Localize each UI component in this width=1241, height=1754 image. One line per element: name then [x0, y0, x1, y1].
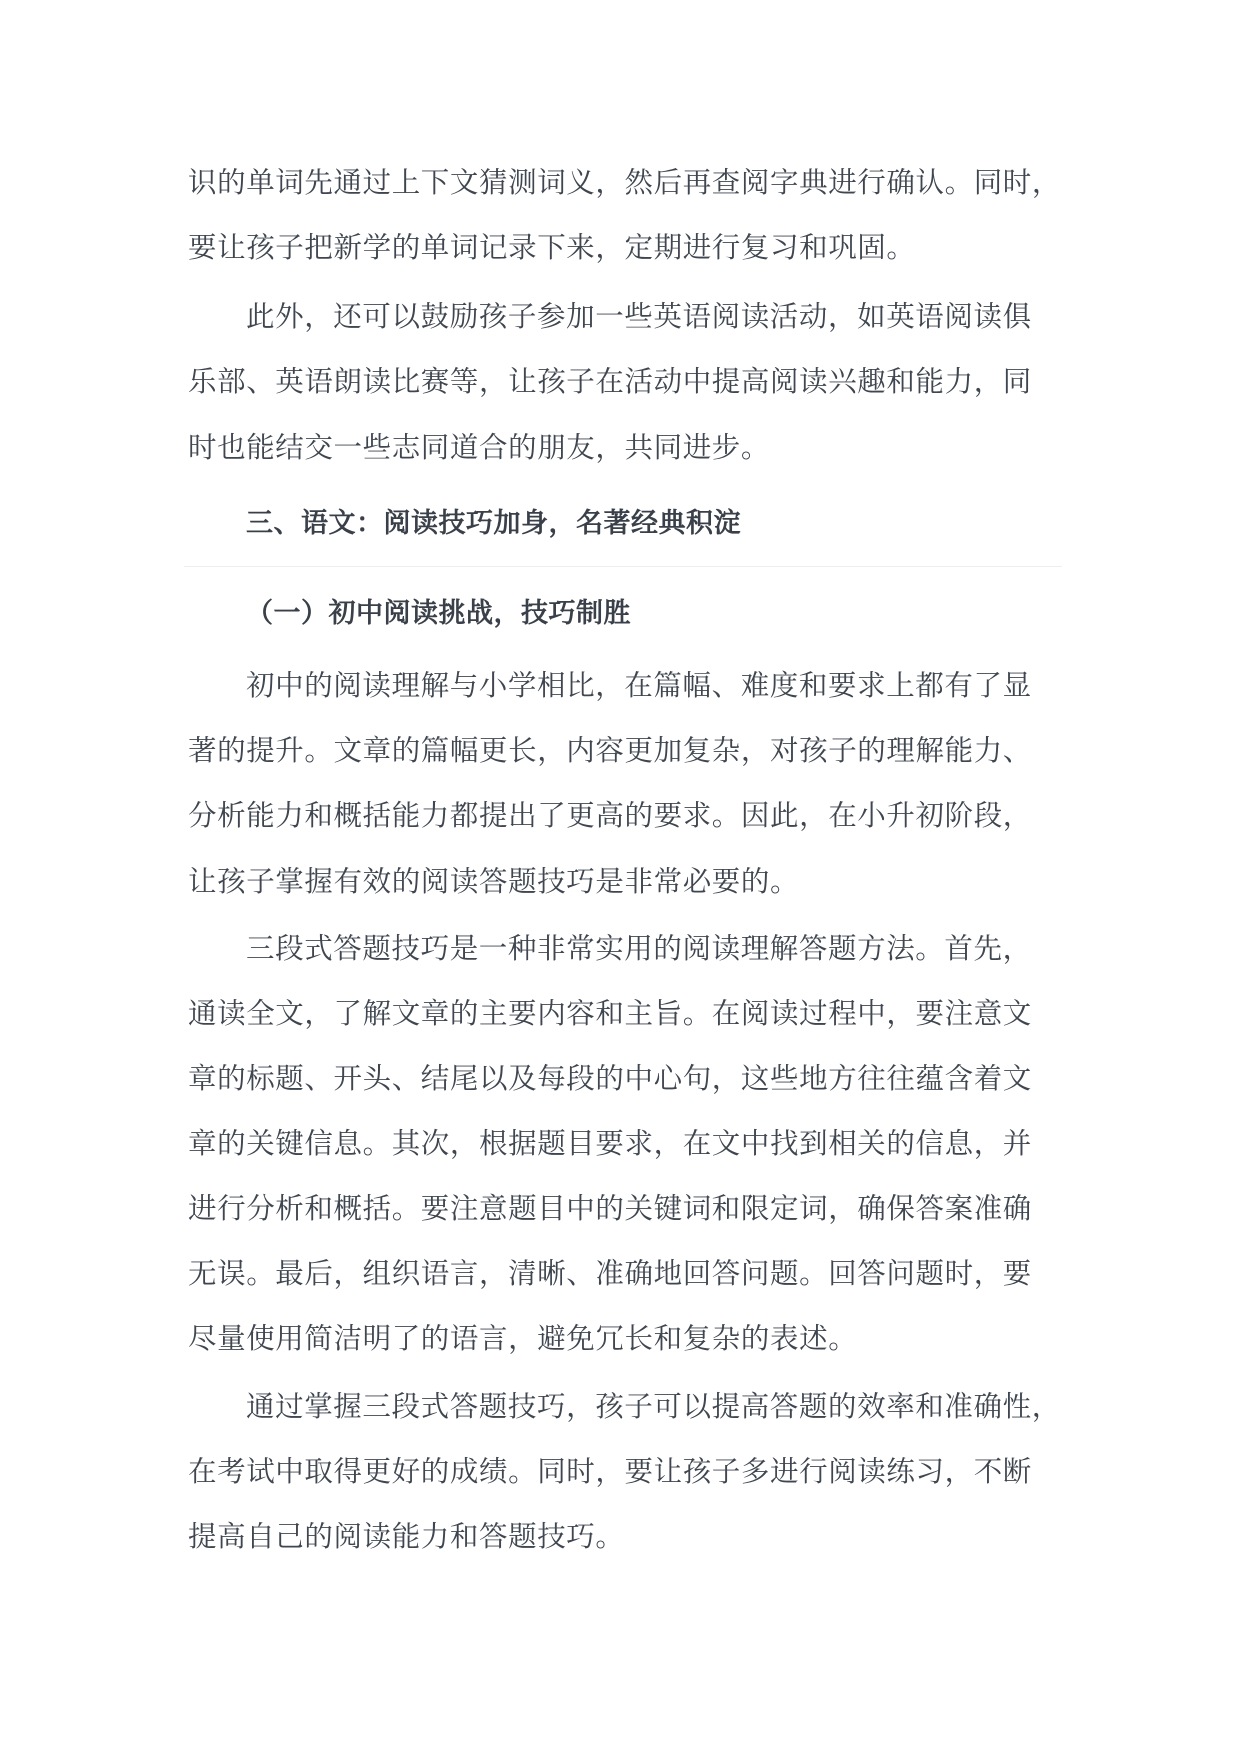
paragraph-line: 时也能结交一些志同道合的朋友，共同进步。 — [188, 431, 771, 464]
paragraph-line: 进行分析和概括。要注意题目中的关键词和限定词，确保答案准确 — [188, 1192, 1032, 1225]
subsection-heading: （一）初中阅读挑战，技巧制胜 — [246, 598, 631, 629]
paragraph-line: 分析能力和概括能力都提出了更高的要求。因此，在小升初阶段， — [188, 799, 1032, 832]
paragraph-line: 此外，还可以鼓励孩子参加一些英语阅读活动，如英语阅读俱 — [246, 300, 1032, 333]
paragraph-line: 让孩子掌握有效的阅读答题技巧是非常必要的。 — [188, 865, 800, 898]
section-divider — [184, 566, 1062, 567]
paragraph-line: 初中的阅读理解与小学相比，在篇幅、难度和要求上都有了显 — [246, 669, 1032, 702]
paragraph-line: 尽量使用简洁明了的语言，避免冗长和复杂的表述。 — [188, 1322, 858, 1355]
paragraph-line: 三段式答题技巧是一种非常实用的阅读理解答题方法。首先， — [246, 932, 1032, 965]
paragraph-line: 通过掌握三段式答题技巧，孩子可以提高答题的效率和准确性， — [246, 1390, 1061, 1423]
paragraph-line: 章的标题、开头、结尾以及每段的中心句，这些地方往往蕴含着文 — [188, 1062, 1032, 1095]
paragraph-line: 提高自己的阅读能力和答题技巧。 — [188, 1520, 625, 1553]
document-page — [188, 0, 1068, 1754]
paragraph-line: 章的关键信息。其次，根据题目要求，在文中找到相关的信息，并 — [188, 1127, 1032, 1160]
paragraph-line: 著的提升。文章的篇幅更长，内容更加复杂，对孩子的理解能力、 — [188, 734, 1032, 767]
paragraph-line: 无误。最后，组织语言，清晰、准确地回答问题。回答问题时，要 — [188, 1257, 1032, 1290]
paragraph-line: 在考试中取得更好的成绩。同时，要让孩子多进行阅读练习，不断 — [188, 1455, 1032, 1488]
paragraph-line: 识的单词先通过上下文猜测词义，然后再查阅字典进行确认。同时， — [188, 166, 1062, 199]
paragraph-line: 要让孩子把新学的单词记录下来，定期进行复习和巩固。 — [188, 231, 916, 264]
paragraph-line: 通读全文，了解文章的主要内容和主旨。在阅读过程中，要注意文 — [188, 997, 1032, 1030]
section-heading: 三、语文：阅读技巧加身，名著经典积淀 — [246, 508, 741, 539]
paragraph-line: 乐部、英语朗读比赛等，让孩子在活动中提高阅读兴趣和能力，同 — [188, 365, 1032, 398]
